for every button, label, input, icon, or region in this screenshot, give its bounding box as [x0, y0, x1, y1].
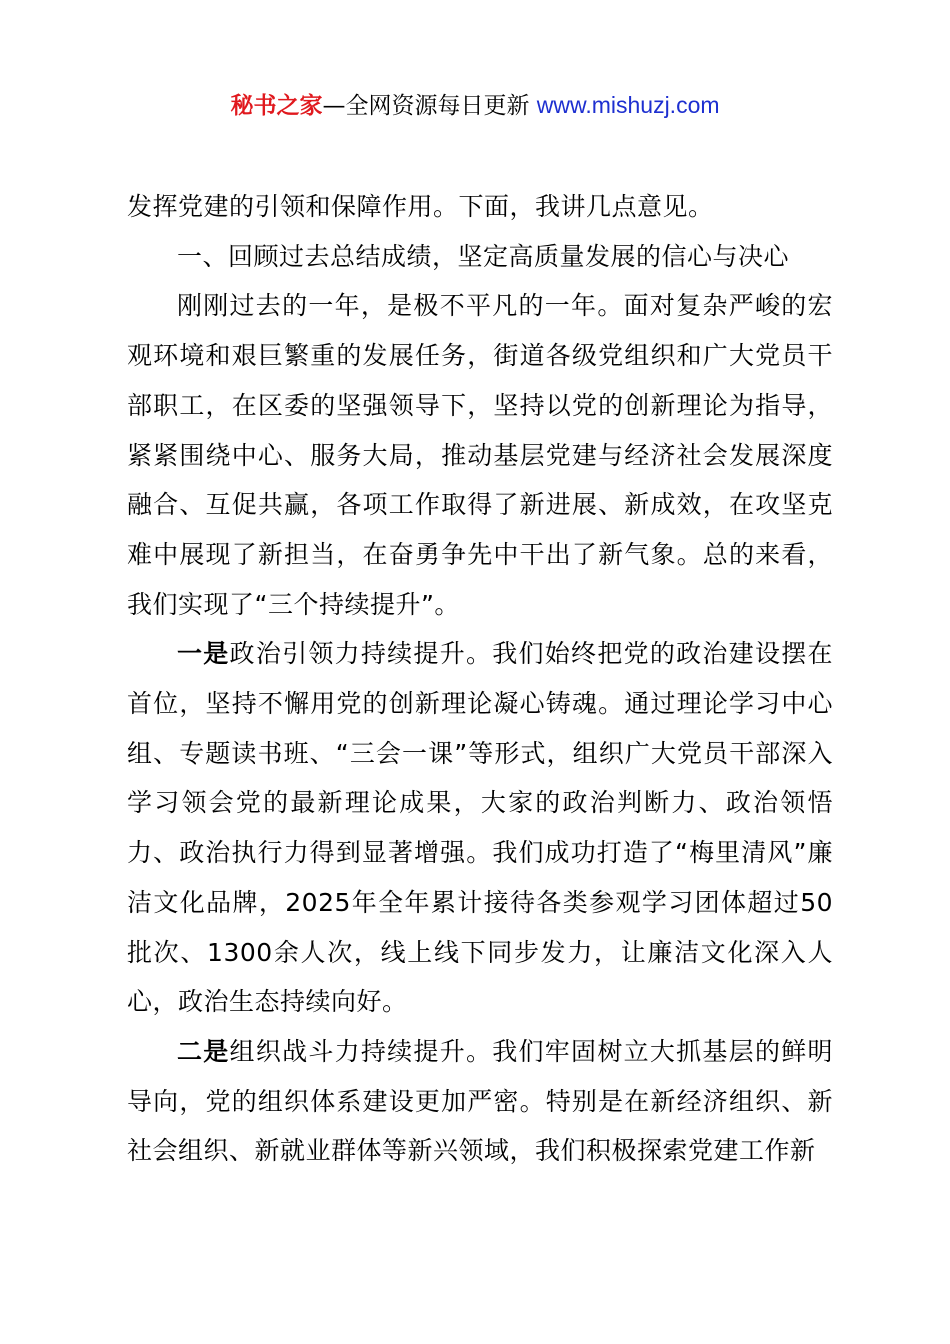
header-tagline: —全网资源每日更新	[322, 93, 537, 119]
paragraph-lead: 二是	[177, 1036, 230, 1066]
section-heading: 一、回顾过去总结成绩，坚定高质量发展的信心与决心	[177, 241, 790, 271]
paragraph-continued: 发挥党建的引领和保障作用。下面，我讲几点意见。	[127, 192, 714, 221]
document-body	[127, 182, 833, 1176]
paragraph-text: 组织战斗力持续提升。我们牢固树立大抓基层的鲜明导向，党的组织体系建设更加严密。特别是在新经济组织、新社会组织、新就业群体等新兴领域，我们积极探索党建工作新	[127, 1036, 833, 1166]
page-header	[0, 90, 950, 121]
brand-name: 秘书之家	[230, 93, 323, 119]
paragraph-text: 政治引领力持续提升。我们始终把党的政治建设摆在首位，坚持不懈用党的创新理论凝心铸魂。通过理论学习中心组、专题读书班、“三会一课”等形式，组织广大党员干部深入学习领会党的最新理论成果，大家的政治判断力、政治领悟力、政治执行力得到显著增强。我们成功打造了“梅里清风”廉洁文化品牌，2025年全年累计接待各类参观学习团体超过50批次、1300余人次，线上线下同步发力，让廉洁文化深入人心，政治生态持续向好。	[127, 639, 833, 1017]
paragraph-lead: 一是	[177, 639, 230, 669]
site-url: www.mishuzj.com	[536, 92, 720, 118]
paragraph-point-one	[127, 629, 833, 1027]
paragraph-point-two	[127, 1027, 833, 1176]
paragraph: 刚刚过去的一年，是极不平凡的一年。面对复杂严峻的宏观环境和艰巨繁重的发展任务，街道各级党组织和广大党员干部职工，在区委的坚强领导下，坚持以党的创新理论为指导，紧紧围绕中心、服务大局，推动基层党建与经济社会发展深度融合、互促共赢，各项工作取得了新进展、新成效，在攻坚克难中展现了新担当，在奋勇争先中干出了新气象。总的来看，我们实现了“三个持续提升”。	[127, 291, 833, 619]
